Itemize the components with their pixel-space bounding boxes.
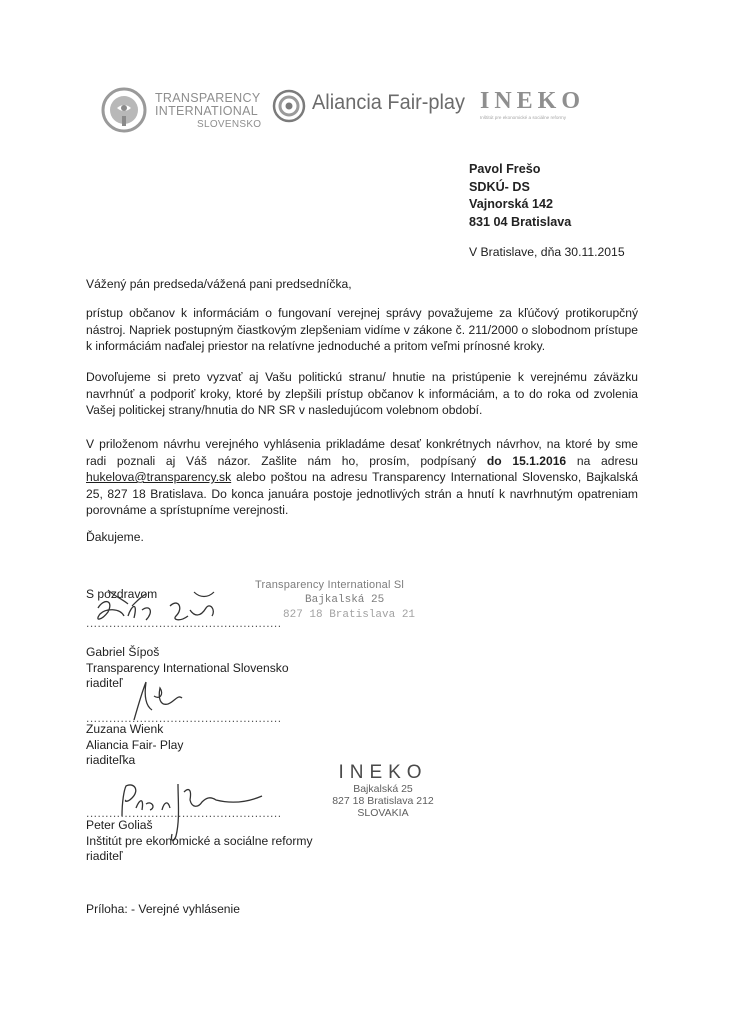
afp-emblem-icon <box>272 89 306 123</box>
logo-row <box>100 84 620 140</box>
signature-line-2: ................................................... <box>86 711 282 725</box>
closing: S pozdravom <box>86 587 158 601</box>
afp-wordmark: Aliancia Fair-play <box>312 91 466 114</box>
recipient-city: 831 04 Bratislava <box>469 214 572 229</box>
email-link[interactable]: hukelova@transparency.sk <box>86 470 232 484</box>
ineko-wordmark: INEKO <box>480 88 586 114</box>
ti-stamp: Transparency International Sl Bajkalská 25 827 18 Bratislava 21 <box>255 579 416 621</box>
deadline: do 15.1.2016 <box>486 453 567 468</box>
ti-emblem-icon <box>100 86 152 138</box>
recipient-street: Vajnorská 142 <box>469 197 554 211</box>
signatory-2: Zuzana Wienk Aliancia Fair- Play riaditeľka <box>86 722 184 767</box>
ineko-stamp: INEKO Bajkalská 25 827 18 Bratislava 212 SLOVAKIA <box>332 762 434 819</box>
attachment-note: Príloha: - Verejné vyhlásenie <box>86 902 240 916</box>
recipient-address <box>469 161 571 231</box>
ineko-tagline: Inštitút pre ekonomické a sociálne reformy <box>480 115 567 120</box>
recipient-party: SDKÚ- DS <box>469 179 530 194</box>
transparency-international-logo <box>100 84 270 140</box>
paragraph-3: V priloženom návrhu verejného vyhlásenia prikladáme desať konkrétnych návrhov, na ktoré by sme radi poznali aj Váš názor. Zašlite nám ho, prosím, podpísaný do 15.1.2016 na adresu hukelova@transparency.sk alebo poštou na adresu Transparency International Slovensko, Bajkalská 25, 827 18 Bratislava. Do konca januára postoje jednotlivých strán a hnutí k navrhnutým opatreniam porovnáme a sprístupníme verejnosti. <box>86 437 639 517</box>
ineko-logo <box>478 88 620 128</box>
thanks: Ďakujeme. <box>86 530 144 544</box>
paragraph-1: prístup občanov k informáciám o fungovaní verejnej správy považujeme za kľúčový protikorupčný nástroj. Napriek postupným čiastkovým zlepšeniam vidíme v zákone č. 211/2000 o slobodnom prístupe k informáciám naďalej priestor na relatívne jednoduché a pritom veľmi prínosné kroky. <box>86 306 638 353</box>
greeting: Vážený pán predseda/vážená pani predsedníčka, <box>86 277 352 291</box>
ti-wordmark: TRANSPARENCY INTERNATIONAL SLOVENSKO <box>155 91 262 130</box>
signature-line-3: ................................................... <box>86 806 282 820</box>
aliancia-fair-play-logo <box>272 86 472 126</box>
recipient-name: Pavol Frešo <box>469 162 541 176</box>
date-line: V Bratislave, dňa 30.11.2015 <box>469 245 625 259</box>
signatory-3: Peter Goliaš Inštitút pre ekonomické a sociálne reformy riaditeľ <box>86 818 313 863</box>
signatory-1: Gabriel Šípoš Transparency International Slovensko riaditeľ <box>86 645 289 690</box>
paragraph-2: Dovoľujeme si preto vyzvať aj Vašu politickú stranu/ hnutie na pristúpenie k verejnému záväzku navrhnúť a podporiť kroky, ktoré by zlepšili prístup občanov k informáciám, a to do roka od zvolenia Vašej politickej strany/hnutia do NR SR v nasledujúcom volebnom období. <box>86 370 638 417</box>
signature-line-1: ................................................... <box>86 616 282 630</box>
